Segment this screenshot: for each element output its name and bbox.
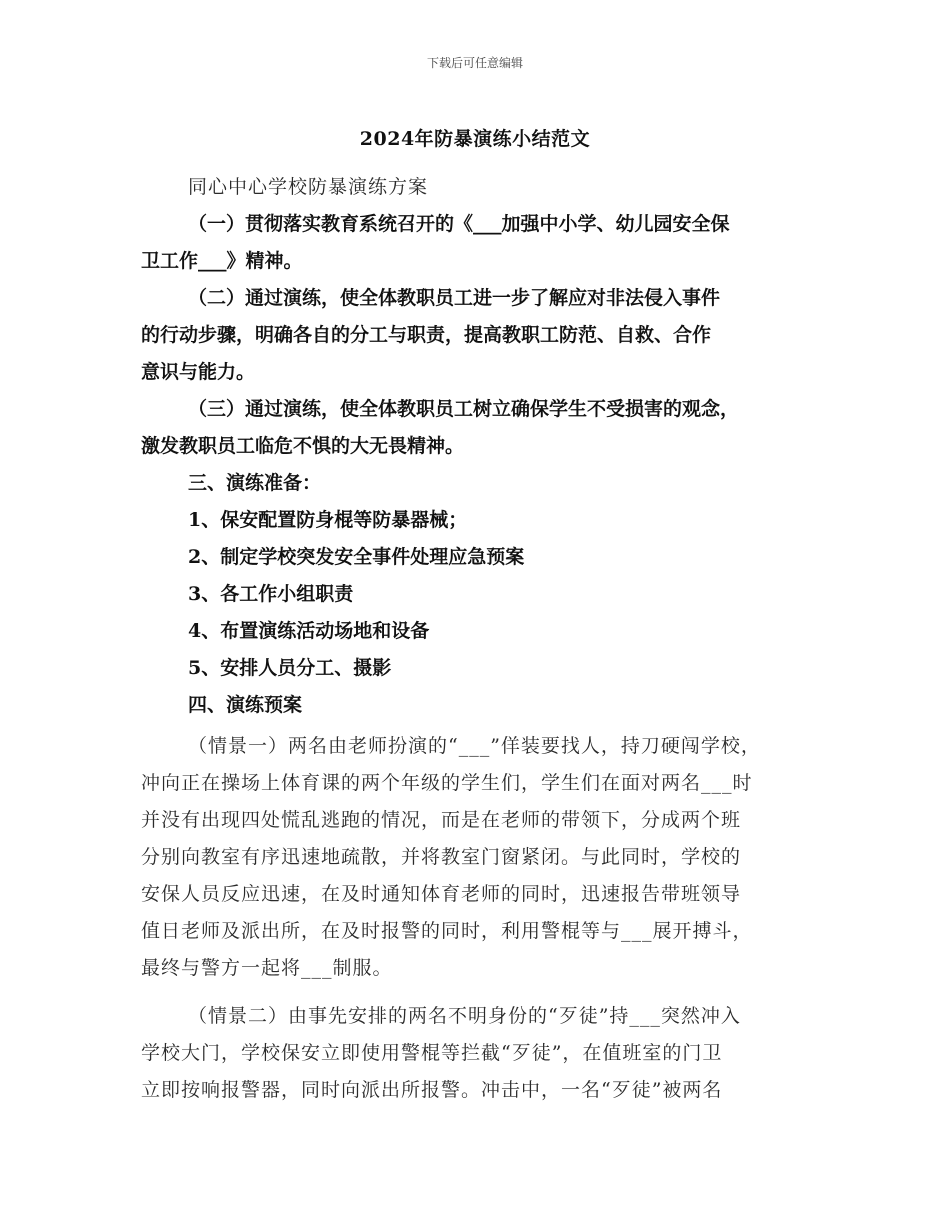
paragraph-line: （三）通过演练，使全体教职员工树立确保学生不受损害的观念， [188, 398, 740, 420]
section-heading: 三、演练准备： [188, 472, 322, 494]
paragraph-line: （二）通过演练，使全体教职员工进一步了解应对非法侵入事件 [188, 287, 721, 309]
page-header-note: 下载后可任意编辑 [426, 56, 523, 70]
plan-subtitle: 同心中心学校防暴演练方案 [188, 176, 429, 198]
paragraph-line: 卫工作___》精神。 [141, 250, 303, 272]
paragraph-line: （情景二）由事先安排的两名不明身份的“歹徒”持___突然冲入 [188, 1005, 741, 1027]
list-item: 3、各工作小组职责 [188, 583, 354, 605]
section-heading: 四、演练预案 [188, 694, 303, 716]
paragraph-line: 最终与警方一起将___制服。 [141, 957, 393, 979]
list-item: 2、制定学校突发安全事件处理应急预案 [188, 546, 525, 568]
list-item: 5、安排人员分工、摄影 [188, 657, 392, 679]
paragraph-line: 安保人员反应迅速，在及时通知体育老师的同时，迅速报告带班领导 [141, 883, 742, 905]
paragraph-line: 值日老师及派出所，在及时报警的同时，利用警棍等与___展开搏斗， [141, 920, 753, 942]
paragraph-line: 并没有出现四处慌乱逃跑的情况，而是在老师的带领下，分成两个班 [141, 809, 742, 831]
paragraph-line: 冲向正在操场上体育课的两个年级的学生们，学生们在面对两名___时 [141, 772, 753, 794]
list-item: 4、布置演练活动场地和设备 [188, 620, 430, 642]
paragraph-line: 的行动步骤，明确各自的分工与职责，提高教职工防范、自救、合作 [141, 324, 712, 346]
paragraph-line: 激发教职员工临危不惧的大无畏精神。 [141, 435, 465, 457]
paragraph-line: 学校大门，学校保安立即使用警棍等拦截“歹徒”，在值班室的门卫 [141, 1042, 723, 1064]
paragraph-line: （一）贯彻落实教育系统召开的《___加强中小学、幼儿园安全保 [188, 213, 730, 235]
paragraph-line: 意识与能力。 [141, 361, 256, 383]
document-title: 2024年防暴演练小结范文 [359, 128, 591, 150]
paragraph-line: （情景一）两名由老师扮演的“___”佯装要找人，持刀硬闯学校， [188, 735, 761, 757]
paragraph-line: 立即按响报警器，同时向派出所报警。冲击中，一名“歹徒”被两名 [141, 1079, 723, 1101]
paragraph-line: 分别向教室有序迅速地疏散，并将教室门窗紧闭。与此同时，学校的 [141, 846, 742, 868]
list-item: 1、保安配置防身棍等防暴器械； [188, 509, 468, 531]
